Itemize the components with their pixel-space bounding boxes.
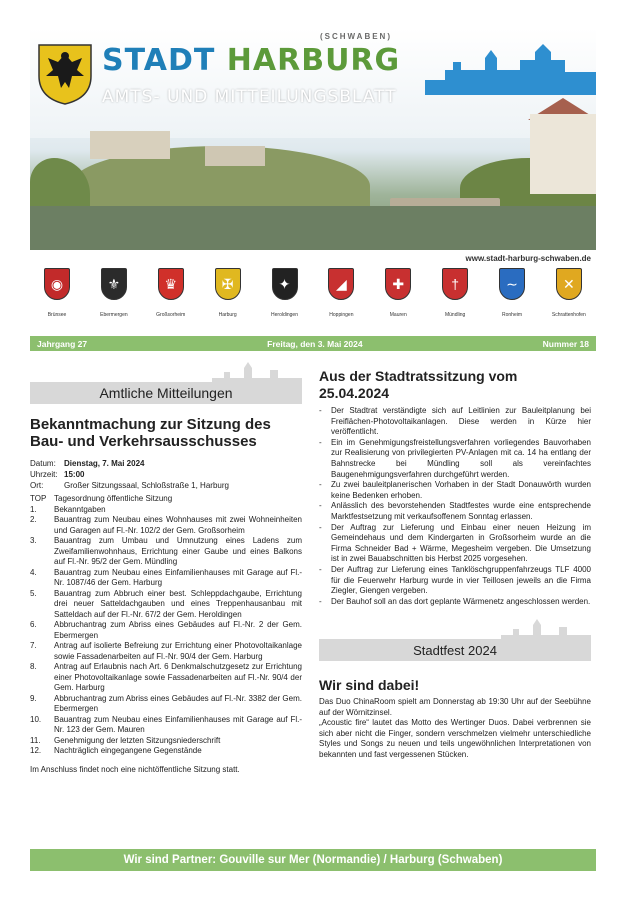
agenda-number: 2.	[30, 515, 37, 524]
right-column	[319, 368, 591, 760]
district-name: Harburg	[218, 312, 237, 318]
agenda-number: 3.	[30, 536, 37, 545]
bullet-dash: -	[319, 480, 322, 490]
agenda-text: Tagesordnung öffentliche Sitzung	[54, 494, 173, 503]
agenda-item	[30, 736, 302, 747]
district-crest-icon: ✠	[215, 268, 241, 300]
district-crest-icon: ∼	[499, 268, 525, 300]
meta-key: Uhrzeit:	[30, 470, 58, 479]
partner-footer	[30, 849, 596, 871]
district-crest-icon: †	[442, 268, 468, 300]
issue-number: Nummer 18	[542, 338, 589, 349]
agenda-item	[30, 494, 302, 505]
district-crest-icon: ✕	[556, 268, 582, 300]
agenda-number: 6.	[30, 620, 37, 629]
district-name: Hoppingen	[329, 312, 354, 318]
agenda-text: Nachträglich eingegangene Gegenstände	[54, 746, 202, 755]
agenda-item	[30, 515, 302, 536]
district-crest	[314, 268, 368, 328]
district-name: Brünsee	[47, 312, 67, 318]
issue-date: Freitag, den 3. Mai 2024	[267, 338, 363, 349]
district-crest	[542, 268, 596, 328]
agenda-text: Bauantrag zum Neubau eines Einfamilienhauses mit Garage auf Fl.-Nr. 1087/46 der Gem. Harburg	[54, 567, 302, 587]
footer-text: Wir sind Partner: Gouville sur Mer (Normandie) / Harburg (Schwaben)	[123, 854, 503, 866]
agenda-text: Bauantrag zum Abbruch einer best. Schleppdachgaube, Errichtung drei neuer Satteldachgauben und eines Treppenhausanbau mit Satteldach auf der Fl.-Nr. 67/2 der Gem. Heroldingen	[54, 588, 302, 619]
agenda-number: TOP	[30, 494, 47, 503]
agenda-number: 9.	[30, 693, 37, 703]
stadtfest-paragraph-2: „Acoustic fire“ lautet das Motto des Wertinger Duos. Dabei verbrennen sie sich aber nicht die Finger, sondern verschmelzen vielmehr unterschiedliche Styles und Songs zu neuen und teils ungewöhnlichen Interpretationen von bekannten und fast vergessenen Stücken.	[319, 718, 591, 759]
district-crest	[144, 268, 198, 328]
section-title-bar	[319, 639, 591, 661]
masthead-subtitle: AMTS- UND MITTEILUNGSBLATT	[102, 87, 397, 107]
agenda-number: 11.	[30, 735, 41, 745]
agenda-text: Antrag auf isolierte Befreiung zur Errichtung einer Photovoltaikanlage sowie Fassadenarbeiten auf Fl.-Nr. 90/4 der Gem. Harburg	[54, 641, 302, 661]
bullet-text: Der Auftrag zur Lieferung eines Tanklöschgruppenfahrzeugs TLF 4000 für die Feuerwehr Harburg wurde in vier Teillosen jeweils an die Firma Ziegler, Giengen vergeben.	[331, 564, 591, 596]
bullet-text: Ein im Genehmigungsfreistellungsverfahren vorliegendes Bauvorhaben zur Realisierung von privilegierten PV-Anlagen mit ca. 14 ha entlang der Bahnstrecke bei Mündling soll als vereinfachtes Baugenehmigungsverfahren durchgeführt werden.	[331, 437, 591, 479]
bullet-dash: -	[319, 564, 322, 574]
bullet-text: Anlässlich des bevorstehenden Stadtfestes wurde eine entsprechende Marktfestsetzung mit verkaufsoffenem Sonntag erlassen.	[331, 501, 591, 521]
district-crest-icon: ◉	[44, 268, 70, 300]
stadtfest-subheading: Wir sind dabei!	[319, 677, 420, 694]
meta-value: Großer Sitzungssaal, Schloßstraße 1, Harburg	[64, 481, 229, 490]
agenda-item	[30, 568, 302, 589]
agenda-item	[30, 715, 302, 736]
masthead	[30, 28, 596, 250]
district-crest-icon: ✦	[272, 268, 298, 300]
bullet-dash: -	[319, 437, 322, 447]
issue-info-bar	[30, 336, 596, 351]
bullet-dash: -	[319, 596, 322, 606]
river	[30, 206, 596, 250]
section-title: Stadtfest 2024	[413, 642, 497, 658]
article-heading: Bekanntmachung zur Sitzung des Bau- und Verkehrsausschusses	[30, 416, 271, 450]
council-bullet	[319, 406, 591, 438]
left-column	[30, 362, 302, 775]
agenda-text: Bauantrag zum Umbau und Umnutzung eines Ladens zum Zweifamilienwohnhaus, Errichtung einer Gaube und eines Balkons auf Fl.-Nr. 95/2 der Gem. Mündling	[54, 536, 302, 566]
bullet-dash: -	[319, 406, 322, 415]
meta-value: Dienstag, 7. Mai 2024	[64, 459, 145, 468]
meta-row	[30, 458, 302, 469]
meta-key: Datum:	[30, 459, 56, 468]
district-name: Mündling	[444, 312, 466, 318]
district-crest	[485, 268, 539, 328]
agenda-number: 10.	[30, 714, 42, 724]
closing-note: Im Anschluss findet noch eine nichtöffentliche Sitzung statt.	[30, 764, 240, 774]
bullet-text: Zu zwei bauleitplanerischen Vorhaben in der Stadt Donauwörth wurden keine Bedenken erhoben.	[331, 480, 591, 500]
agenda-item	[30, 589, 302, 621]
district-crest-icon: ♛	[158, 268, 184, 300]
section-banner-amtliche	[30, 362, 302, 406]
district-name: Ebermergen	[100, 312, 128, 318]
bullet-text: Der Auftrag zur Lieferung und Einbau einer neuen Heizung im Gemeindehaus und dem Kindergarten in Großsorheim wurde an die Firma Schneider Bad + Wärme, Megesheim vergeben. Die Umsetzung ist in zwei Bauabschnitten bis Herbst 2025 vorgesehen.	[331, 522, 591, 564]
title-part-stadt: STADT	[102, 43, 216, 78]
district-name: Großsorheim	[156, 312, 186, 318]
section-title-bar	[30, 382, 302, 404]
bullet-text: Der Bauhof soll an das dort geplante Wärmenetz angeschlossen werden.	[331, 596, 591, 606]
agenda-number: 7.	[30, 641, 37, 650]
issue-volume: Jahrgang 27	[37, 338, 88, 349]
council-bullet	[319, 565, 591, 597]
agenda-text: Genehmigung der letzten Sitzungsniederschrift	[54, 735, 221, 745]
agenda-text: Bauantrag zum Neubau eines Einfamilienhauses mit Garage auf Fl.-Nr. 123 der Gem. Mauren	[54, 714, 302, 734]
title-suffix: (SCHWABEN)	[320, 32, 392, 41]
council-bullet	[319, 523, 591, 565]
bullet-dash: -	[319, 501, 322, 511]
council-heading: Aus der Stadtratssitzung vom 25.04.2024	[319, 368, 518, 401]
district-crest-icon: ⚜	[101, 268, 127, 300]
meta-value: 15:00	[64, 470, 85, 479]
masthead-title	[102, 43, 400, 78]
district-crest-icon: ◢	[328, 268, 354, 300]
stadtfest-paragraph-1: Das Duo ChinaRoom spielt am Donnerstag ab 19:30 Uhr auf der Seebühne auf der Wörnitzinsel.	[319, 697, 591, 717]
district-crest	[87, 268, 141, 328]
bullet-text: Der Stadtrat verständigte sich auf Leitlinien zur Bauleitplanung bei Freiflächen-Photovoltaikanlagen. Diese werden in Kürze hier veröffentlicht.	[331, 406, 591, 437]
bullet-dash: -	[319, 522, 322, 532]
agenda-text: Bauantrag zum Neubau eines Wohnhauses mit zwei Wohneinheiten und Garagen auf Fl.-Nr. 102/2 der Gem. Großsorheim	[54, 515, 302, 535]
agenda-item	[30, 694, 302, 715]
agenda-number: 8.	[30, 662, 37, 671]
district-crest	[428, 268, 482, 328]
district-crest	[258, 268, 312, 328]
district-name: Mauren	[389, 312, 407, 318]
council-bullet	[319, 597, 591, 608]
district-crest	[30, 268, 84, 328]
agenda-number: 1.	[30, 504, 37, 514]
castle-skyline-icon	[425, 40, 596, 95]
agenda-text: Antrag auf Erlaubnis nach Art. 6 Denkmalschutzgesetz zur Errichtung einer Photovoltaikanlage sowie Fassadenarbeiten auf Fl.-Nr. 90/4 der Gem. Harburg	[54, 662, 302, 692]
agenda-item	[30, 662, 302, 694]
district-crest-icon: ✚	[385, 268, 411, 300]
council-bullets	[319, 406, 591, 607]
agenda-text: Abbruchantrag zum Abriss eines Gebäudes auf Fl.-Nr. 3382 der Gem. Ebermergen	[54, 693, 302, 713]
meeting-meta	[30, 458, 302, 491]
title-part-harburg: HARBURG	[226, 43, 401, 78]
council-bullet	[319, 438, 591, 480]
meta-key: Ort:	[30, 481, 44, 490]
website-link[interactable]: www.stadt-harburg-schwaben.de	[465, 254, 591, 263]
castle-building	[205, 146, 265, 166]
agenda-item	[30, 746, 302, 757]
council-bullet	[319, 501, 591, 522]
house	[530, 114, 596, 194]
section-title: Amtliche Mitteilungen	[99, 385, 233, 401]
district-name: Heroldingen	[271, 312, 298, 318]
agenda-item	[30, 505, 302, 516]
district-crest	[371, 268, 425, 328]
meta-row	[30, 469, 302, 480]
district-crest	[201, 268, 255, 328]
agenda-item	[30, 641, 302, 662]
district-crests	[30, 268, 596, 328]
district-name: Ronheim	[501, 312, 522, 318]
meta-row	[30, 480, 302, 491]
section-banner-stadtfest	[319, 619, 591, 663]
agenda-item	[30, 620, 302, 641]
agenda-number: 12.	[30, 746, 42, 755]
castle-image	[90, 131, 170, 159]
agenda-number: 5.	[30, 588, 37, 598]
agenda-text: Bekanntgaben	[54, 504, 106, 514]
agenda-number: 4.	[30, 567, 37, 577]
district-name: Schrattenhofen	[551, 312, 586, 318]
agenda-list	[30, 494, 302, 757]
harburg-crest-icon	[36, 42, 94, 106]
agenda-item	[30, 536, 302, 568]
council-bullet	[319, 480, 591, 501]
agenda-text: Abbruchantrag zum Abriss eines Gebäudes auf Fl.-Nr. 2 der Gem. Ebermergen	[54, 620, 302, 640]
